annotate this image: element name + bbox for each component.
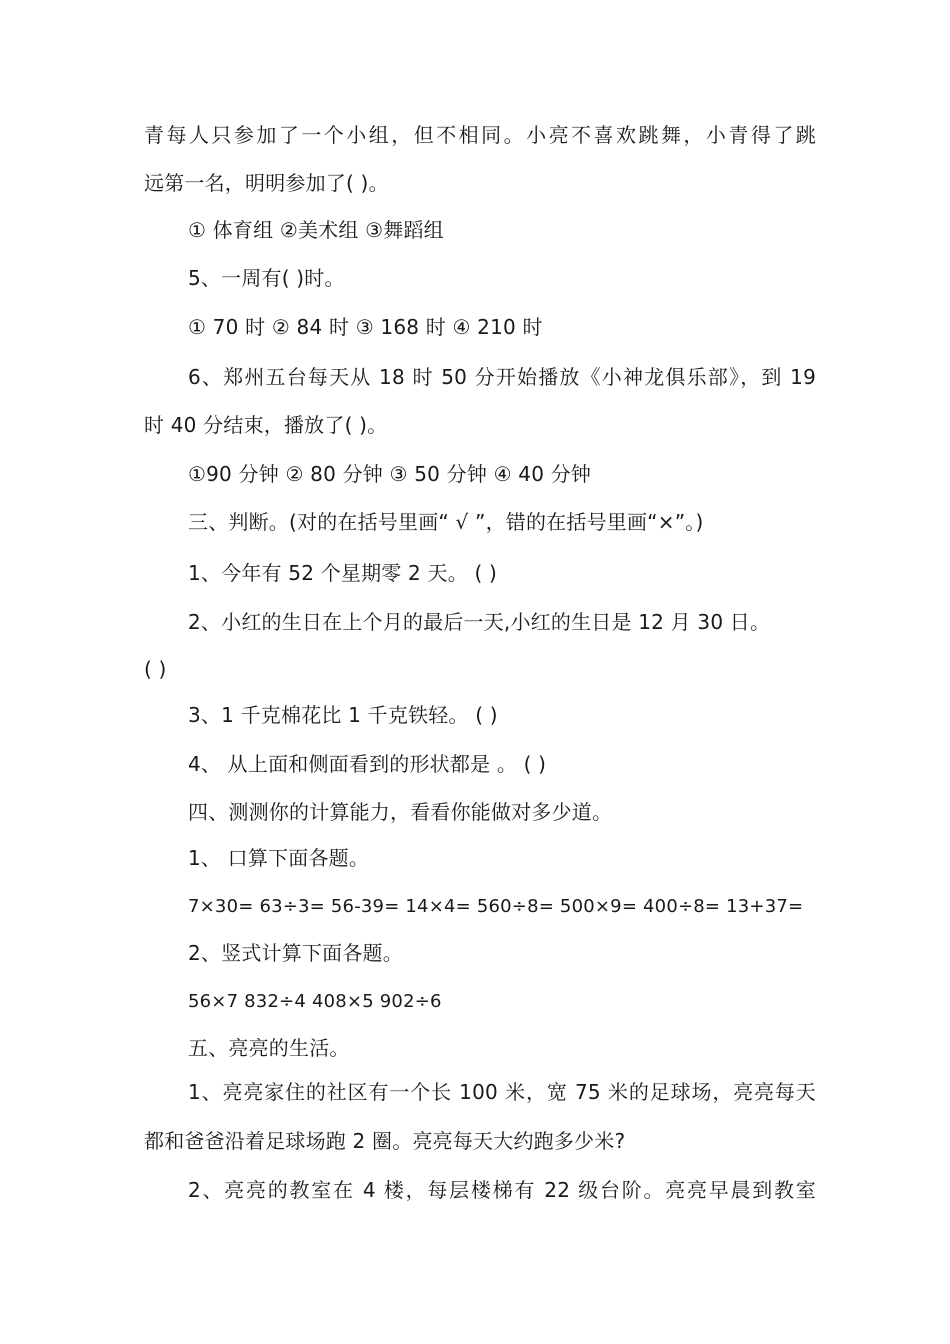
text-line: 1、亮亮家住的社区有一个长 100 米，宽 75 米的足球场，亮亮每天 [188,1080,816,1104]
text-line: ( ) [144,657,167,681]
text-line: 5、一周有( )时。 [188,266,345,290]
section-heading: 四、测测你的计算能力，看看你能做对多少道。 [188,800,613,824]
text-line: 3、1 千克棉花比 1 千克铁轻。 ( ) [188,703,498,727]
text-line: 6、郑州五台每天从 18 时 50 分开始播放《小神龙俱乐部》，到 19 [188,365,816,389]
text-line: 1、 口算下面各题。 [188,846,370,870]
text-line: 时 40 分结束，播放了( )。 [144,413,388,437]
text-line: 2、竖式计算下面各题。 [188,941,403,965]
equation-line: 56×7 832÷4 408×5 902÷6 [188,991,442,1012]
text-line: 1、今年有 52 个星期零 2 天。 ( ) [188,561,498,585]
text-line: 都和爸爸沿着足球场跑 2 圈。亮亮每天大约跑多少米? [144,1129,626,1153]
text-line: 2、小红的生日在上个月的最后一天,小红的生日是 12 月 30 日。 [188,610,771,634]
text-line: 青每人只参加了一个小组，但不相同。小亮不喜欢跳舞，小青得了跳 [144,123,816,147]
text-line: ① 体育组 ②美术组 ③舞蹈组 [188,218,444,242]
section-heading: 五、亮亮的生活。 [188,1036,350,1060]
text-line: 2、亮亮的教室在 4 楼，每层楼梯有 22 级台阶。亮亮早晨到教室 [188,1178,816,1202]
text-line: 远第一名，明明参加了( )。 [144,171,389,195]
text-line: ①90 分钟 ② 80 分钟 ③ 50 分钟 ④ 40 分钟 [188,462,592,486]
equation-line: 7×30= 63÷3= 56-39= 14×4= 560÷8= 500×9= 400÷8= 13+37= [188,896,804,917]
text-line: ① 70 时 ② 84 时 ③ 168 时 ④ 210 时 [188,315,543,339]
section-heading: 三、判断。(对的在括号里画“ √ ”，错的在括号里画“×”。) [188,510,704,534]
text-line: 4、 从上面和侧面看到的形状都是 。 ( ) [188,752,547,776]
